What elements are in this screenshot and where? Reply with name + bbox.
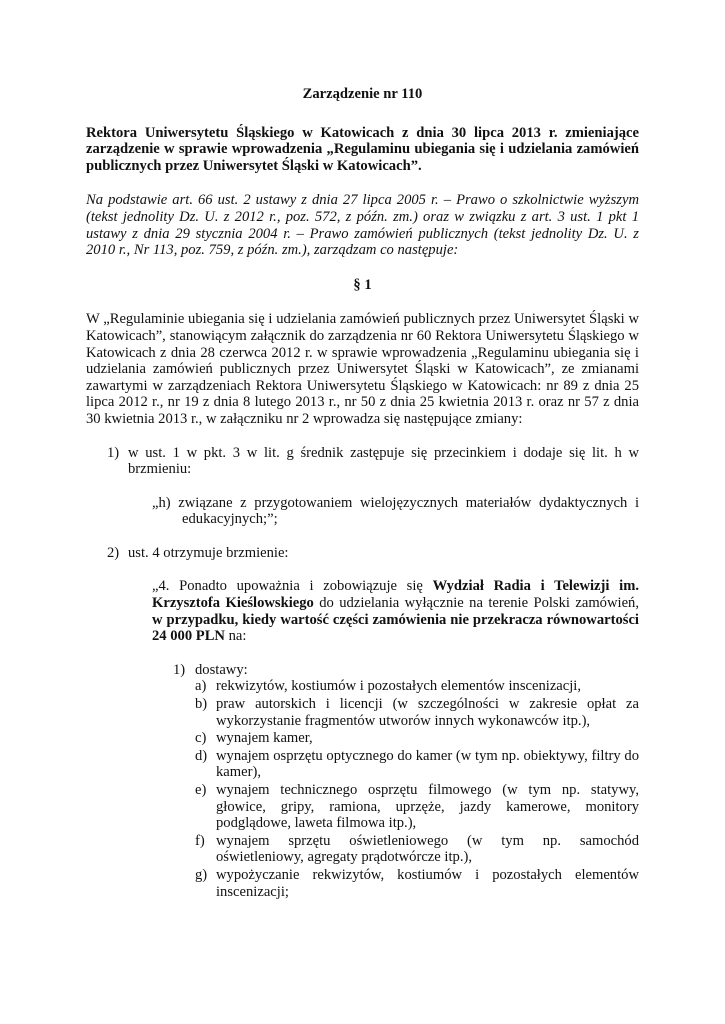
letter-text: wynajem osprzętu optycznego do kamer (w tym np. obiektywy, filtry do kamer),	[216, 747, 639, 781]
letter-item-b	[195, 696, 639, 729]
letter-item-f	[195, 833, 639, 866]
letter-text: rekwizytów, kostiumów i pozostałych elementów inscenizacji,	[216, 678, 582, 695]
list-item-text: ust. 4 otrzymuje brzmienie:	[128, 544, 289, 561]
quote-4-bold-limit: w przypadku, kiedy wartość części zamówienia nie przekracza równowartości 24 000 PLN	[152, 611, 639, 645]
letter-text: praw autorskich i licencji (w szczególności w zakresie opłat za wykorzystanie fragmentów utworów innych wykonawców itp.),	[216, 696, 639, 729]
document-heading: Rektora Uniwersytetu Śląskiego w Katowicach z dnia 30 lipca 2013 r. zmieniające zarządzenie w sprawie wprowadzenia „Regulaminu ubiegania się i udzielania zamówień publicznych przez Uniwersytet Śląski w Katowicach”.	[86, 124, 639, 174]
section-sign: § 1	[353, 276, 372, 293]
letter-text: wynajem technicznego osprzętu filmowego (w tym np. statywy, głowice, gripy, ramiona, uprzęże, jazdy kamerowe, monitory podglądowe, laweta filmowa itp.),	[216, 782, 639, 832]
quote-h-text: „h) związane z przygotowaniem wielojęzycznych materiałów dydaktycznych i edukacyjnych;”;	[152, 494, 639, 528]
letter-text: wypożyczanie rekwizytów, kostiumów i pozostałych elementów inscenizacji;	[216, 866, 639, 900]
letter-list	[195, 678, 639, 900]
list-item-2	[86, 545, 639, 900]
sub-item-number: 1)	[173, 661, 186, 678]
sub-item-1	[173, 662, 639, 900]
list-item-number: 1)	[107, 444, 120, 461]
letter-item-c	[195, 730, 639, 747]
quote-4-middle: do udzielania wyłącznie na terenie Polski zamówień,	[313, 595, 639, 612]
letter-marker: f)	[195, 832, 205, 849]
letter-marker: a)	[195, 678, 207, 695]
list-item-text: w ust. 1 w pkt. 3 w lit. g średnik zastępuje się przecinkiem i dodaje się lit. h w brzmieniu:	[128, 444, 639, 478]
sub-item-label: dostawy:	[195, 661, 248, 678]
letter-marker: c)	[195, 730, 207, 747]
list-item-1	[86, 445, 639, 528]
quoted-section-4	[128, 578, 639, 900]
quote-4-text	[152, 578, 639, 644]
quote-4-bold-faculty: Wydział Radia i Telewizji im. Krzysztofa Kieślowskiego	[152, 578, 639, 612]
letter-item-e	[195, 782, 639, 832]
letter-item-g	[195, 867, 639, 900]
quote-4-end: na:	[224, 628, 247, 645]
letter-marker: b)	[195, 696, 208, 713]
letter-marker: e)	[195, 782, 207, 798]
letter-text: wynajem kamer,	[216, 730, 313, 747]
quote-4-start: „4. Ponadto upoważnia i zobowiązuje się	[152, 578, 433, 595]
letter-marker: d)	[195, 747, 208, 764]
legal-basis: Na podstawie art. 66 ust. 2 ustawy z dnia 27 lipca 2005 r. – Prawo o szkolnictwie wyższym (tekst jednolity Dz. U. z 2012 r., poz. 572, z późn. zm.) oraz w związku z art. 3 ust. 1 pkt 1 ustawy z dnia 29 stycznia 2004 r. – Prawo zamówień publicznych (tekst jednolity Dz. U. z 2010 r., Nr 113, poz. 759, z późn. zm.), zarządzam co następuje:	[86, 192, 639, 259]
letter-item-d	[195, 748, 639, 781]
quoted-amendment	[128, 495, 639, 528]
document-title: Zarządzenie nr 110	[302, 86, 423, 102]
body-paragraph: W „Regulaminie ubiegania się i udzielania zamówień publicznych przez Uniwersytet Śląski w Katowicach”, stanowiącym załącznik do zarządzenia nr 60 Rektora Uniwersytetu Śląskiego w Katowicach z dnia 28 czerwca 2012 r. w sprawie wprowadzenia „Regulaminu ubiegania się i udzielania zamówień publicznych przez Uniwersytet Śląski w Katowicach”, ze zmianami zawartymi w zarządzeniach Rektora Uniwersytetu Śląskiego w Katowicach: nr 89 z dnia 25 lipca 2012 r., nr 19 z dnia 8 lutego 2013 r., nr 50 z dnia 25 kwietnia 2013 r. oraz nr 57 z dnia 30 kwietnia 2013 r., w załączniku nr 2 wprowadza się następujące zmiany:	[86, 311, 639, 427]
letter-text: wynajem sprzętu oświetleniowego (w tym np. samochód oświetleniowy, agregaty prądotwórcze itp.),	[216, 832, 639, 866]
list-item-number: 2)	[107, 544, 120, 561]
letter-item-a	[195, 678, 639, 695]
letter-marker: g)	[195, 866, 208, 883]
